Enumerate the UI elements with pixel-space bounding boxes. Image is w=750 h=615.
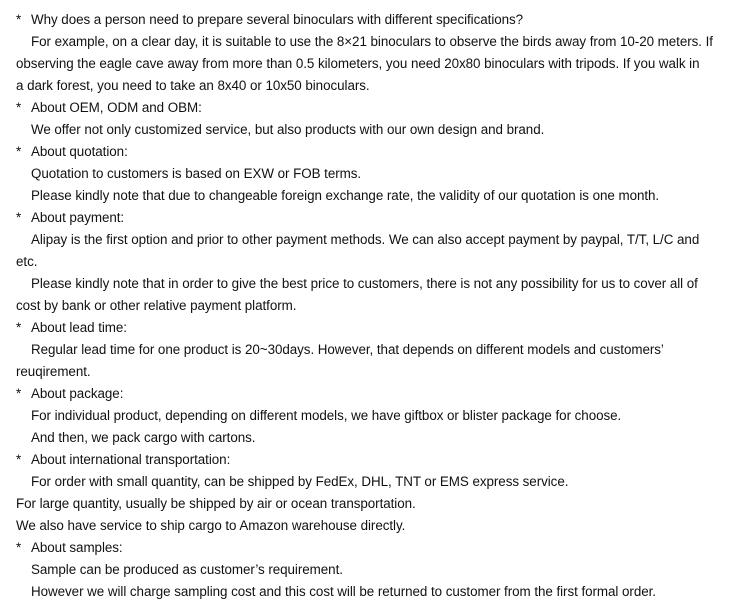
answer-line: Please kindly note that in order to give the best price to customers, there is not any possibility for us to cover all of (31, 276, 698, 291)
bullet: * (16, 320, 22, 335)
answer-line: Quotation to customers is based on EXW or FOB terms. (31, 166, 362, 181)
bullet: * (16, 210, 22, 225)
answer-line: For individual product, depending on different models, we have giftbox or blister package for choose. (31, 408, 622, 423)
answer-line: observing the eagle cave away from more than 0.5 kilometers, you need 20x80 binoculars with tripods. If you walk in (16, 56, 700, 71)
answer-line: a dark forest, you need to take an 8x40 or 10x50 binoculars. (16, 78, 370, 93)
faq-heading-samples (16, 537, 742, 559)
bullet: * (16, 12, 22, 27)
faq-heading-package (16, 383, 742, 405)
bullet: * (16, 144, 22, 159)
bullet: * (16, 100, 22, 115)
answer-line: reuqirement. (16, 364, 91, 379)
faq-document (16, 9, 742, 603)
heading-text: About OEM, ODM and OBM: (31, 100, 202, 115)
bullet: * (16, 540, 22, 555)
answer-line: We also have service to ship cargo to Amazon warehouse directly. (16, 518, 406, 533)
heading-text: About lead time: (31, 320, 127, 335)
answer-line: Please kindly note that due to changeable foreign exchange rate, the validity of our quotation is one month. (31, 188, 660, 203)
answer-line: Regular lead time for one product is 20~30days. However, that depends on different models and customers’ (31, 342, 664, 357)
heading-text: About quotation: (31, 144, 128, 159)
answer-line: However we will charge sampling cost and this cost will be returned to customer from the first formal order. (31, 584, 656, 599)
faq-heading-oem (16, 97, 742, 119)
bullet: * (16, 386, 22, 401)
question-text: Why does a person need to prepare several binoculars with different specifications? (31, 12, 524, 27)
heading-text: About package: (31, 386, 124, 401)
faq-heading-transport (16, 449, 742, 471)
faq-heading-quotation (16, 141, 742, 163)
bullet: * (16, 452, 22, 467)
answer-line: cost by bank or other relative payment platform. (16, 298, 297, 313)
faq-heading-payment (16, 207, 742, 229)
answer-line: Alipay is the first option and prior to other payment methods. We can also accept payment by paypal, T/T, L/C and (31, 232, 700, 247)
answer-line: For example, on a clear day, it is suitable to use the 8×21 binoculars to observe the birds away from 10-20 meters. If (31, 34, 713, 49)
heading-text: About payment: (31, 210, 125, 225)
answer-line: etc. (16, 254, 38, 269)
heading-text: About samples: (31, 540, 123, 555)
answer-line: And then, we pack cargo with cartons. (31, 430, 256, 445)
faq-heading-lead-time (16, 317, 742, 339)
answer-line: We offer not only customized service, but also products with our own design and brand. (31, 122, 545, 137)
answer-line: Sample can be produced as customer’s requirement. (31, 562, 343, 577)
answer-line: For large quantity, usually be shipped by air or ocean transportation. (16, 496, 416, 511)
faq-question-binoculars (16, 9, 742, 31)
heading-text: About international transportation: (31, 452, 231, 467)
answer-line: For order with small quantity, can be shipped by FedEx, DHL, TNT or EMS express service. (31, 474, 569, 489)
